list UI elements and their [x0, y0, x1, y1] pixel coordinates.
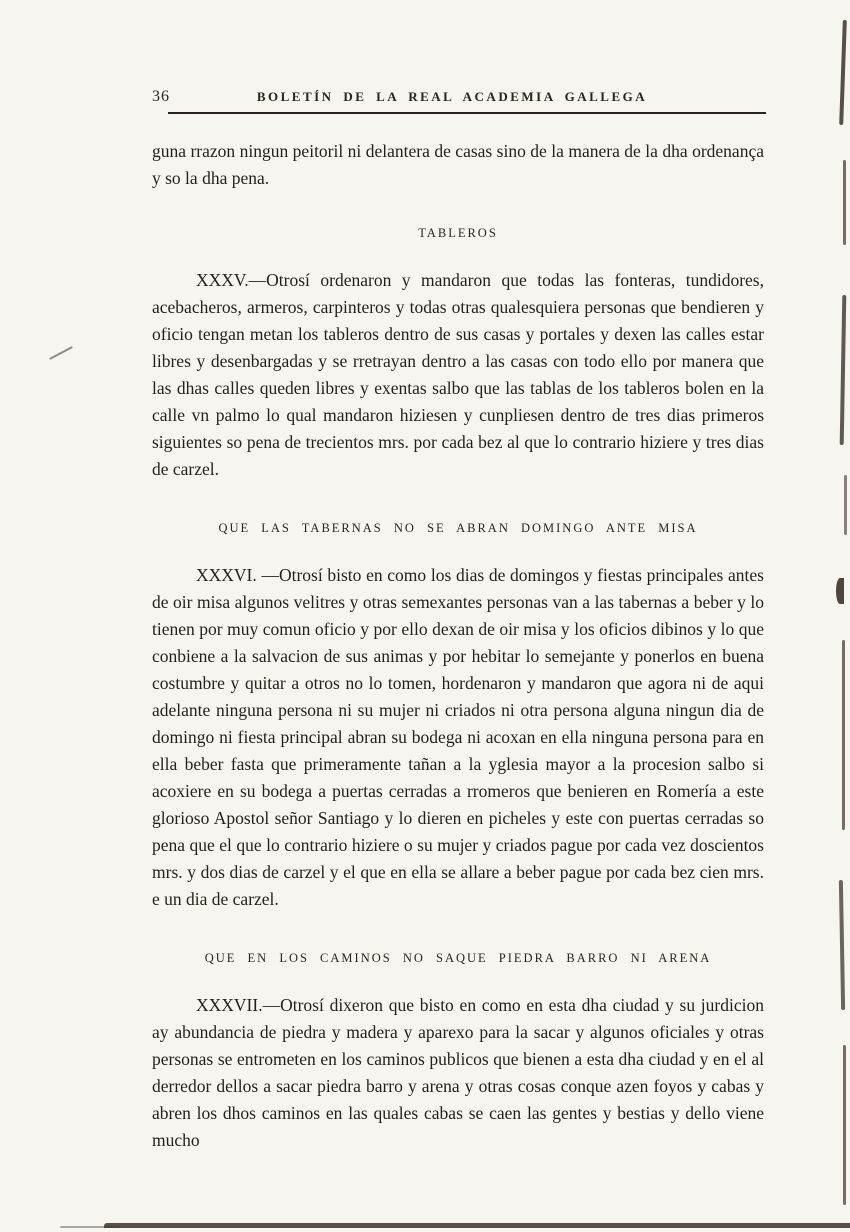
section-heading-caminos: QUE EN LOS CAMINOS NO SAQUE PIEDRA BARRO NI ARENA: [204, 951, 712, 965]
section-heading-tableros: TABLEROS: [418, 226, 498, 240]
journal-title: BOLETÍN DE LA REAL ACADEMIA GALLEGA: [256, 89, 648, 104]
scan-artifact: [104, 1223, 850, 1228]
pen-mark-artifact: [49, 346, 73, 360]
scan-artifact: [842, 640, 845, 830]
scan-artifact: [843, 160, 846, 245]
section-paragraph-xxxv: XXXV.—Otrosí ordenaron y mandaron que todas las fonteras, tundidores, acebacheros, armeros, carpinteros y todas otras qualesquiera personas que bendieren y oficio tengan metan los tableros dentro de sus casas y portales y dexen las calles estar libres y desenbargadas y se rretrayan dentro a las casas con todo ello por manera que las dhas calles queden libres y exentas salbo que las tablas de los tableros bolen en la calle vn palmo lo qual mandaron hiziesen y cunpliesen dentro de tres dias primeros siguientes so pena de trecientos mrs. por cada bez al que lo contrario hiziere y tres dias de carzel.: [152, 270, 764, 479]
scan-artifact: [836, 578, 844, 604]
scan-artifact: [840, 295, 847, 445]
section-heading-tabernas: QUE LAS TABERNAS NO SE ABRAN DOMINGO ANTE MISA: [218, 521, 698, 535]
paragraph-continuation: guna rrazon ningun peitoril ni delantera de casas sino de la manera de la dha ordenança y so la dha pena.: [152, 141, 764, 188]
scan-artifact: [839, 20, 847, 125]
scan-artifact: [839, 880, 845, 1010]
scan-artifact: [843, 1045, 846, 1205]
section-paragraph-xxxvi: XXXVI. —Otrosí bisto en como los dias de domingos y fiestas principales antes de oir misa algunos velitres y otras semexantes personas van a las tabernas a beber y lo tienen por muy comun oficio y por ello dexan de oir misa y los oficios dibinos y lo que conbiene a la salvacion de sus animas y por hebitar lo semejante y ponerlos en buena costumbre y quitar a otros no lo tomen, hordenaron y mandaron que agora ni de aqui adelante ninguna persona ni su mujer ni criados ni otra persona alguna ningun dia de domingo ni fiesta principal abran su bodega ni acoxan en ella ninguna persona para en ella beber fasta que primeramente tañan a la yglesia mayor a la procesion salbo si acoxiere en su bodega a puertas cerradas a rromeros que benieren en Romería a este glorioso Apostol señor Santiago y lo dieren en picheles y este con puertas cerradas so pena que el que lo contrario hiziere o su mujer y criados pague por cada vez doscientos mrs. y dos dias de carzel y el que en ella se allare a beber pague por cada bez cien mrs. e un dia de carzel.: [152, 565, 764, 909]
page-number: 36: [152, 88, 170, 105]
scan-artifact: [844, 475, 847, 535]
scan-artifact: [60, 1226, 120, 1228]
section-paragraph-xxxvii: XXXVII.—Otrosí dixeron que bisto en como en esta dha ciudad y su jurdicion ay abundancia de piedra y madera y aparexo para la sacar y algunos oficiales y otras personas se entrometen en los caminos publicos que bienen a esta dha ciudad y en el al derredor dellos a sacar piedra barro y arena y otras cosas conque azen foyos y cabas y abren los dhos caminos en las quales cabas se caen las gentes y bestias y dello viene mucho: [152, 995, 764, 1150]
text-block: [152, 138, 764, 1154]
page-header: [152, 88, 764, 106]
header-rule: [168, 112, 766, 114]
